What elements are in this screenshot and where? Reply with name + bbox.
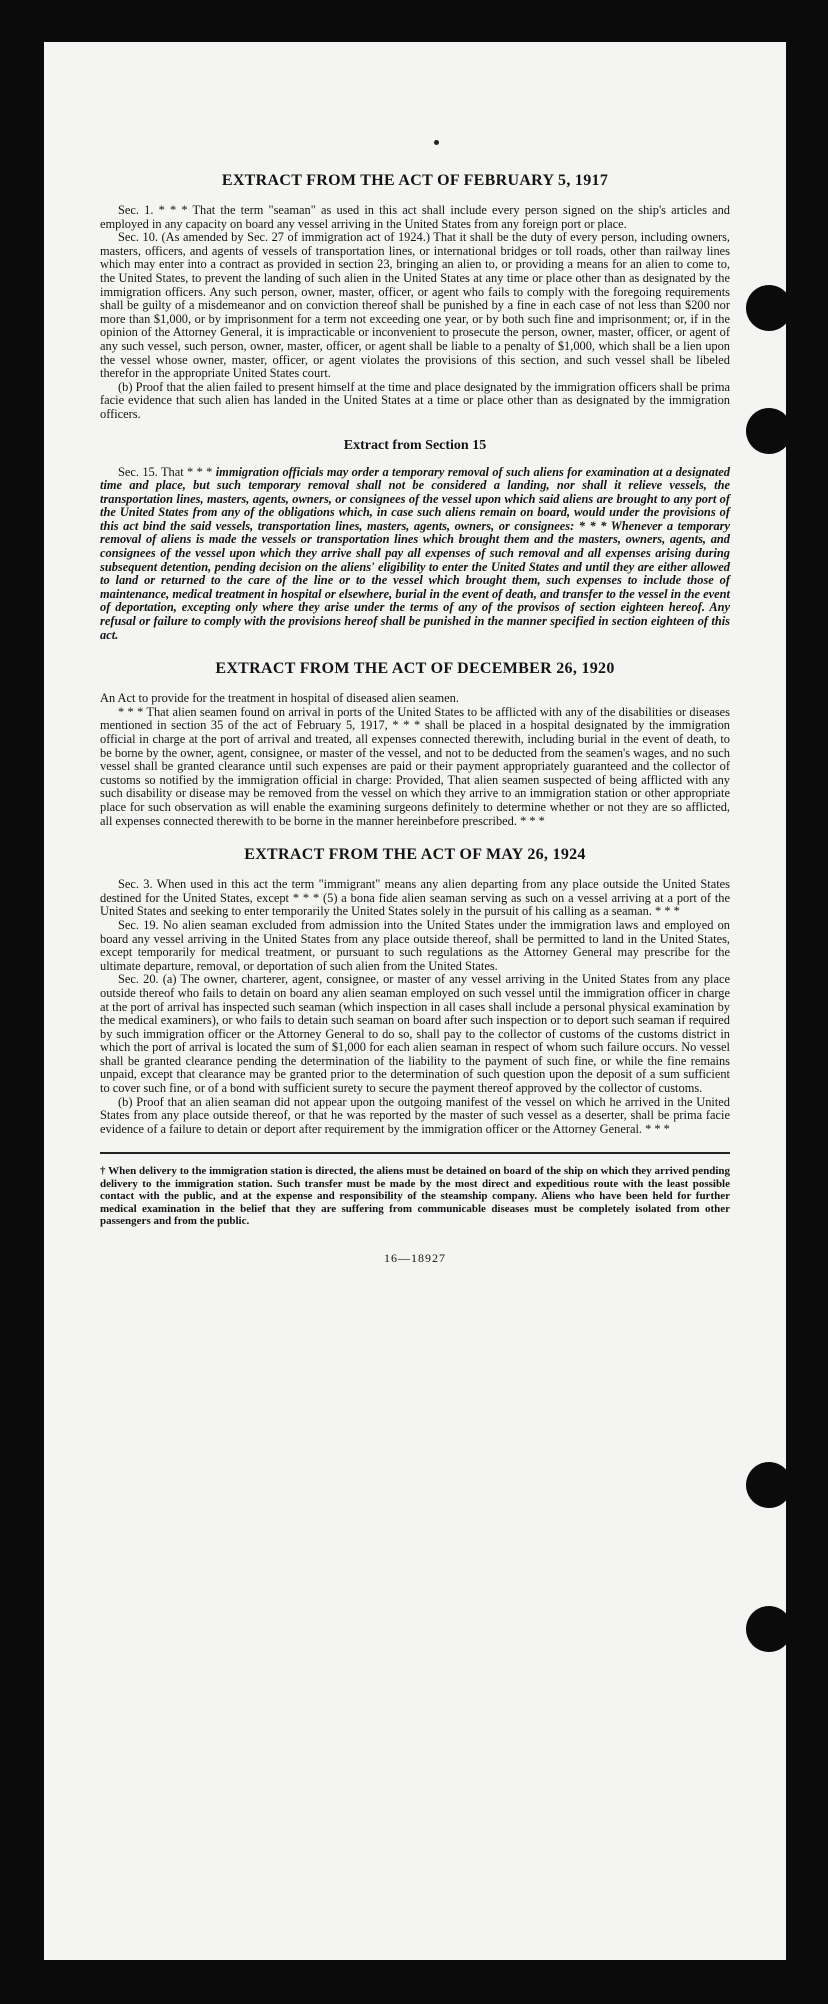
paragraph-sec-10: Sec. 10. (As amended by Sec. 27 of immigration act of 1924.) That it shall be the duty of every person, including owners, masters, officers, and agents of vessels of transportation lines, or international bridges or toll roads, other than railway lines which may enter into a contract as provided in section 23, bringing an alien to, or providing a means for an alien to come to, the United States, to prevent the landing of such alien in the United States at any time or place other than as designated by the immigration officers. Any such person, owner, master, officer, or agent who fails to comply with the foregoing requirements shall be guilty of a misdemeanor and on conviction thereof shall be punished by a fine in each case of not less than $200 nor more than $1,000, or by imprisonment for a term not exceeding one year, or by both such fine and imprisonment; or, if in the opinion of the Attorney General, it is impracticable or inconvenient to prosecute the person, owner, master, officer, or agent of any such vessel, such person, owner, master, officer, or agent shall be liable to a penalty of $1,000, which shall be a lien upon the vessel whose owner, master, officer, or agent violates the provisions of this section, and such vessel shall be libeled therefor in the appropriate United States court.	[100, 230, 730, 381]
page-number: 16—18927	[384, 1251, 446, 1266]
footnote-divider	[100, 1152, 730, 1154]
heading-act-1917: EXTRACT FROM THE ACT OF FEBRUARY 5, 1917	[221, 172, 609, 189]
paragraph-sec-15	[100, 466, 730, 643]
punch-hole	[746, 408, 792, 454]
paragraph-sec-3: Sec. 3. When used in this act the term "immigrant" means any alien departing from any place outside the United States destined for the United States, except * * * (5) a bona fide alien seaman serving as such on a vessel arriving at a port of the United States and seeking to enter temporarily the United States solely in the pursuit of his calling as a seaman. * * *	[100, 877, 730, 919]
paragraph-sec-20-a: Sec. 20. (a) The owner, charterer, agent, consignee, or master of any vessel arriving in the United States from any place outside thereof who fails to detain on board any alien seaman employed on such vessel until the immigration officer in charge at the port of arrival has inspected such seaman (which inspection in all cases shall include a personal physical examination by the medical examiners), or who fails to detain such seaman on board after such inspection or to deport such seaman if required by such immigration officer or the Attorney General to do so, shall pay to the collector of customs of the customs district in which the port of arrival is located the sum of $1,000 for each alien seaman in respect of whom such failure occurs. No vessel shall be granted clearance pending the determination of the liability to the payment of such fine, or while the fine remains unpaid, except that clearance may be granted prior to the determination of such question upon the deposit of a sum sufficient to cover such fine, or of a bond with sufficient surety to secure the payment thereof approved by the collector of customs.	[100, 972, 730, 1096]
punch-hole	[746, 1462, 792, 1508]
paragraph-1920-body: * * * That alien seamen found on arrival in ports of the United States to be afflicted with any of the disabilities or diseases mentioned in section 35 of the act of February 5, 1917, * * * shall be placed in a hospital designated by the immigration official in charge at the port of arrival and treated, all expenses connected therewith, including burial in the event of death, to be borne by the owner, agent, consignee, or master of the vessel, and not to be deducted from the seamen's wages, and no such vessel shall be granted clearance until such expenses are paid or their payment appropriately guaranteed and the collector of customs so notified by the immigration official in charge: Provided, That alien seamen suspected of being afflicted with any such disability or disease may be removed from the vessel on which they arrive to an immigration station or other appropriate place for such observation as will enable the examining surgeons definitely to determine whether or not they are so afflicted, all expenses connected therewith to be borne in the manner hereinbefore prescribed. * * *	[100, 704, 730, 828]
document-page	[44, 42, 786, 1960]
paragraph-sec-19: Sec. 19. No alien seaman excluded from admission into the United States under the immigration laws and employed on board any vessel arriving in the United States from any place outside thereof, shall be permitted to land in the United States, except temporarily for medical treatment, or pursuant to such regulations as the Attorney General may prescribe for the ultimate departure, removal, or deportation of such alien from the United States.	[100, 917, 730, 973]
heading-section-15: Extract from Section 15	[343, 437, 487, 453]
heading-act-1920: EXTRACT FROM THE ACT OF DECEMBER 26, 1920	[215, 660, 615, 678]
paragraph-1920-title: An Act to provide for the treatment in hospital of diseased alien seamen.	[100, 691, 459, 706]
punch-hole	[746, 285, 792, 331]
paragraph-sec-10-b: (b) Proof that the alien failed to present himself at the time and place designated by the immigration officers shall be prima facie evidence that such alien has landed in the United States at a time or place other than as designated by the immigration officers.	[100, 379, 730, 421]
sec-15-lead: Sec. 15. That * * *	[118, 464, 213, 479]
punch-hole	[746, 1606, 792, 1652]
footnote: † When delivery to the immigration station is directed, the aliens must be detained on board of the ship on which they arrived pending delivery to the immigration station. Such transfer must be made by the most direct and expeditious route with the least possible contact with the public, and at the expense and responsibility of the steamship company. Aliens who have been held for further medical examination in the belief that they are suffering from communicable diseases must be completely isolated from other passengers and from the public.	[100, 1165, 730, 1228]
ink-dot	[434, 140, 439, 145]
paragraph-sec-20-b: (b) Proof that an alien seaman did not appear upon the outgoing manifest of the vessel on which he arrived in the United States from any place outside thereof, or that he was reported by the master of such vessel as a deserter, shall be prima facie evidence of a failure to detain or deport after requirement by the immigration officer or the Attorney General. * * *	[100, 1094, 730, 1136]
paragraph-sec-1: Sec. 1. * * * That the term "seaman" as used in this act shall include every person signed on the ship's articles and employed in any capacity on board any vessel arriving in the United States from any foreign port or place.	[100, 203, 730, 231]
heading-act-1924: EXTRACT FROM THE ACT OF MAY 26, 1924	[244, 846, 586, 864]
sec-15-body: immigration officials may order a temporary removal of such aliens for examination at a designated time and place, but such temporary removal shall not be considered a landing, nor shall it relieve vessels, the transportation lines, masters, agents, owners, or consignees of the vessel upon which said aliens are brought to any port of the United States from any of the obligations which, in case such aliens remain on board, would under the provisions of this act bind the said vessels, transportation lines, masters, agents, owners, or consignees: * * * Whenever a temporary removal of aliens is made the vessels or transportation lines which brought them and the masters, owners, agents, and consignees of the vessel upon which they arrive shall pay all expenses of such removal and all expenses arising during subsequent detention, pending decision on the aliens' eligibility to enter the United States and until they are either allowed to land or returned to the care of the line or to the vessel which brought them, such expenses to include those of maintenance, medical treatment in hospital or elsewhere, burial in the event of death, and transfer to the vessel in the event of deportation, excepting only where they arise under the terms of any of the provisos of section eighteen hereof. Any refusal or failure to comply with the provisions hereof shall be punished in the manner specified in section eighteen of this act.	[100, 464, 730, 642]
